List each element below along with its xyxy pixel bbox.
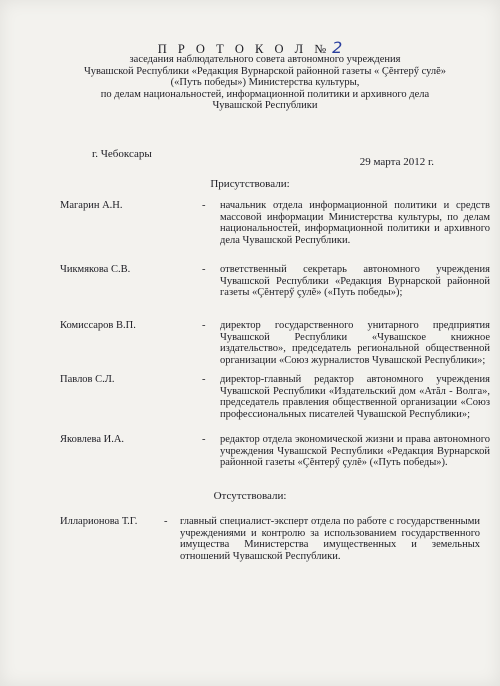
absentee-dash: -	[164, 516, 168, 527]
attendee-dash: -	[202, 200, 206, 211]
protocol-number-handwritten: 2	[332, 38, 343, 57]
attendee-name: Магарин А.Н.	[60, 200, 123, 211]
subject-line: заседания наблюдательного совета автономного учреждения	[129, 54, 401, 65]
attendee-role: ответственный секретарь автономного учреждения Чувашской Республики «Редакция Вурнарской районной газеты «Çĕнтерӳ çулĕ» («Путь победы»);	[220, 264, 490, 299]
date: 29 марта 2012 г.	[359, 156, 434, 168]
subject-line: по делам национальностей, информационной политики и архивного дела	[100, 88, 430, 100]
attendee-role: директор государственного унитарного предприятия Чувашской Республики «Чувашское книжное издательство», председатель региональной общественной организации «Союз журналистов Чувашской Республики»;	[220, 320, 490, 366]
attendee-role: редактор отдела экономической жизни и права автономного учреждения Чувашской Республики «Редакция Вурнарской районной газеты «Çĕнтерӳ çулĕ» («Путь победы»).	[220, 434, 490, 469]
attendee-dash: -	[202, 320, 206, 331]
attendee-role: директор-главный редактор автономного учреждения Чувашской Республики «Издательский дом «Атăл - Волга», председатель правления общественной организации «Союз профессиональных писателей Чувашской Республики»;	[220, 374, 490, 420]
protocol-title-text: П Р О Т О К О Л №	[157, 42, 331, 56]
attendee-name: Чикмякова С.В.	[60, 264, 131, 275]
attendee-dash: -	[202, 264, 206, 275]
attendee-name: Яковлева И.А.	[60, 434, 125, 445]
subject-line: («Путь победы») Министерства культуры,	[170, 77, 360, 88]
attendee-name: Комиссаров В.П.	[60, 320, 136, 331]
place: г. Чебоксары	[92, 148, 152, 160]
absentee-name: Илларионова Т.Г.	[60, 516, 138, 527]
attendee-role: начальник отдела информационной политики и средств массовой информации Министерства культуры, по делам национальностей, информационной политики и архивного дела Чувашской Республики.	[220, 200, 490, 246]
attendee-dash: -	[202, 434, 206, 445]
present-heading: Присутствовали:	[210, 178, 290, 190]
absentee-role: главный специалист-эксперт отдела по работе с государственными учреждениями и контролю за использованием государственного имущества Министерства имущественных и земельных отношений Чувашской Республики.	[180, 516, 480, 562]
protocol-subject	[60, 54, 470, 112]
attendee-dash: -	[202, 374, 206, 385]
absent-heading: Отсутствовали:	[213, 490, 287, 502]
subject-line: Чувашской Республики «Редакция Вурнарской районной газеты « Çĕнтерӳ сулĕ»	[83, 65, 447, 77]
subject-line: Чувашской Республики	[212, 100, 318, 111]
attendee-name: Павлов С.Л.	[60, 374, 115, 385]
